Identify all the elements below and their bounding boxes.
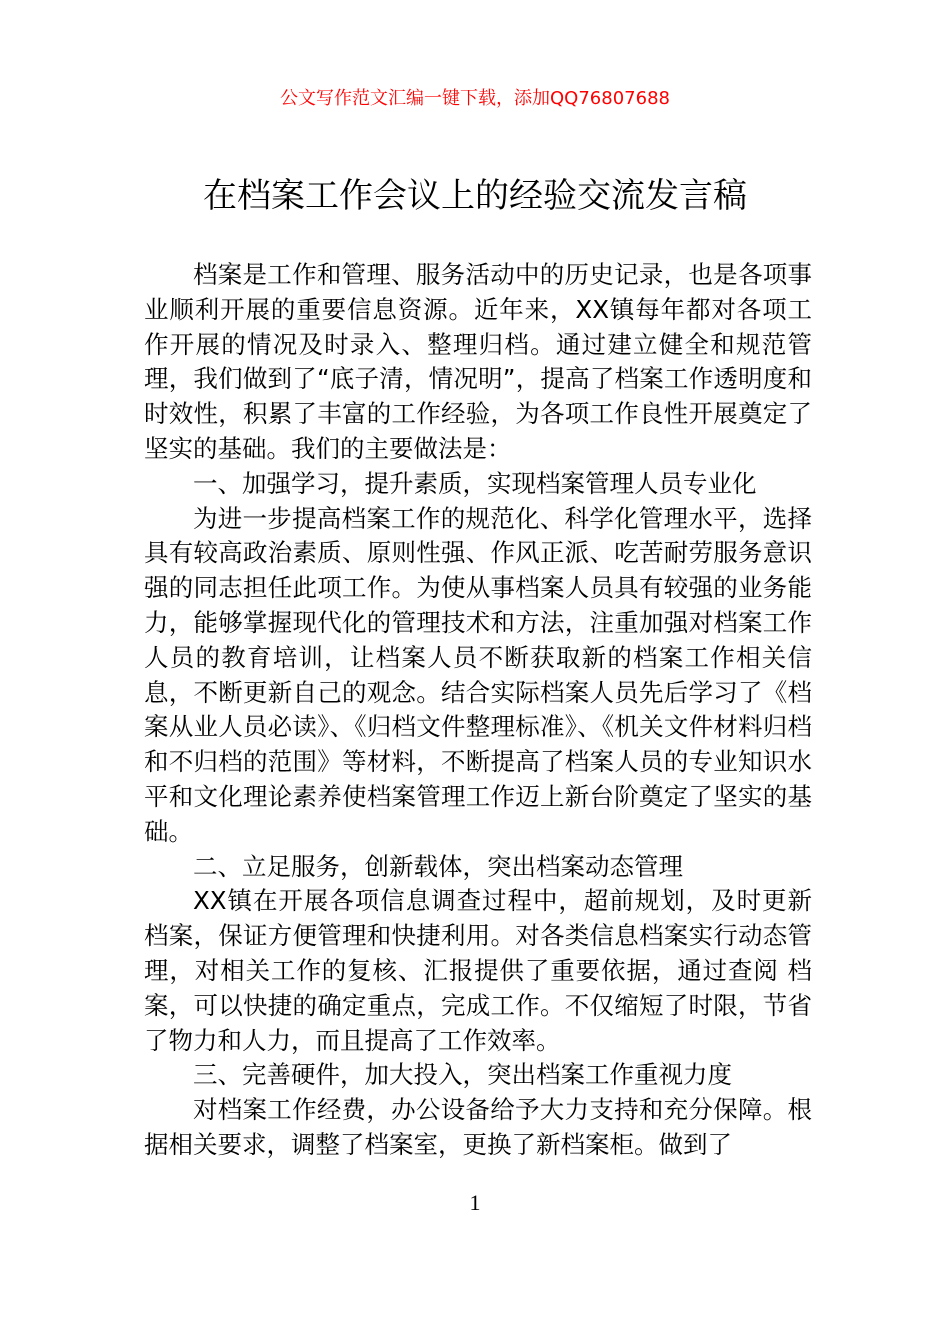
section-paragraph-3: 对档案工作经费，办公设备给予大力支持和充分保障。根据相关要求，调整了档案室，更换了新档案柜。做到了	[144, 1095, 812, 1159]
section-paragraph-1: 为进一步提高档案工作的规范化、科学化管理水平，选择具有较高政治素质、原则性强、作风正派、吃苦耐劳服务意识强的同志担任此项工作。为使从事档案人员具有较强的业务能力，能够掌握现代化的管理技术和方法，注重加强对档案工作人员的教育培训，让档案人员不断获取新的档案工作相关信息，不断更新自己的观念。结合实际档案人员先后学习了《档案从业人员必读》、《归档文件整理标准》、《机关文件材料归档和不归档的范围》等材料，不断提高了档案人员的专业知识水平和文化理论素养使档案管理工作迈上新台阶奠定了坚实的基础。	[144, 503, 812, 846]
section-heading-2: 二、立足服务，创新载体，突出档案动态管理	[193, 851, 683, 881]
watermark-text: 公文写作范文汇编一键下载，添加QQ76807688	[280, 88, 670, 109]
document-title: 在档案工作会议上的经验交流发言稿	[203, 176, 747, 216]
document-body	[144, 258, 812, 1163]
section-heading-3: 三、完善硬件，加大投入，突出档案工作重视力度	[193, 1060, 732, 1090]
intro-paragraph: 档案是工作和管理、服务活动中的历史记录，也是各项事业顺利开展的重要信息资源。近年来，XX镇每年都对各项工作开展的情况及时录入、整理归档。通过建立健全和规范管理，我们做到了“底子清，情况明”，提高了档案工作透明度和时效性，积累了丰富的工作经验，为各项工作良性开展奠定了坚实的基础。我们的主要做法是：	[144, 260, 812, 463]
section-paragraph-2: XX镇在开展各项信息调查过程中，超前规划，及时更新档案，保证方便管理和快捷利用。对各类信息档案实行动态管理，对相关工作的复核、汇报提供了重要依据，通过查阅 档案，可以快捷的确定重点，完成工作。不仅缩短了时限，节省了物力和人力，而且提高了工作效率。	[144, 886, 812, 1055]
page-number: 1	[469, 1190, 481, 1215]
section-heading-1: 一、加强学习，提升素质，实现档案管理人员专业化	[193, 468, 757, 498]
